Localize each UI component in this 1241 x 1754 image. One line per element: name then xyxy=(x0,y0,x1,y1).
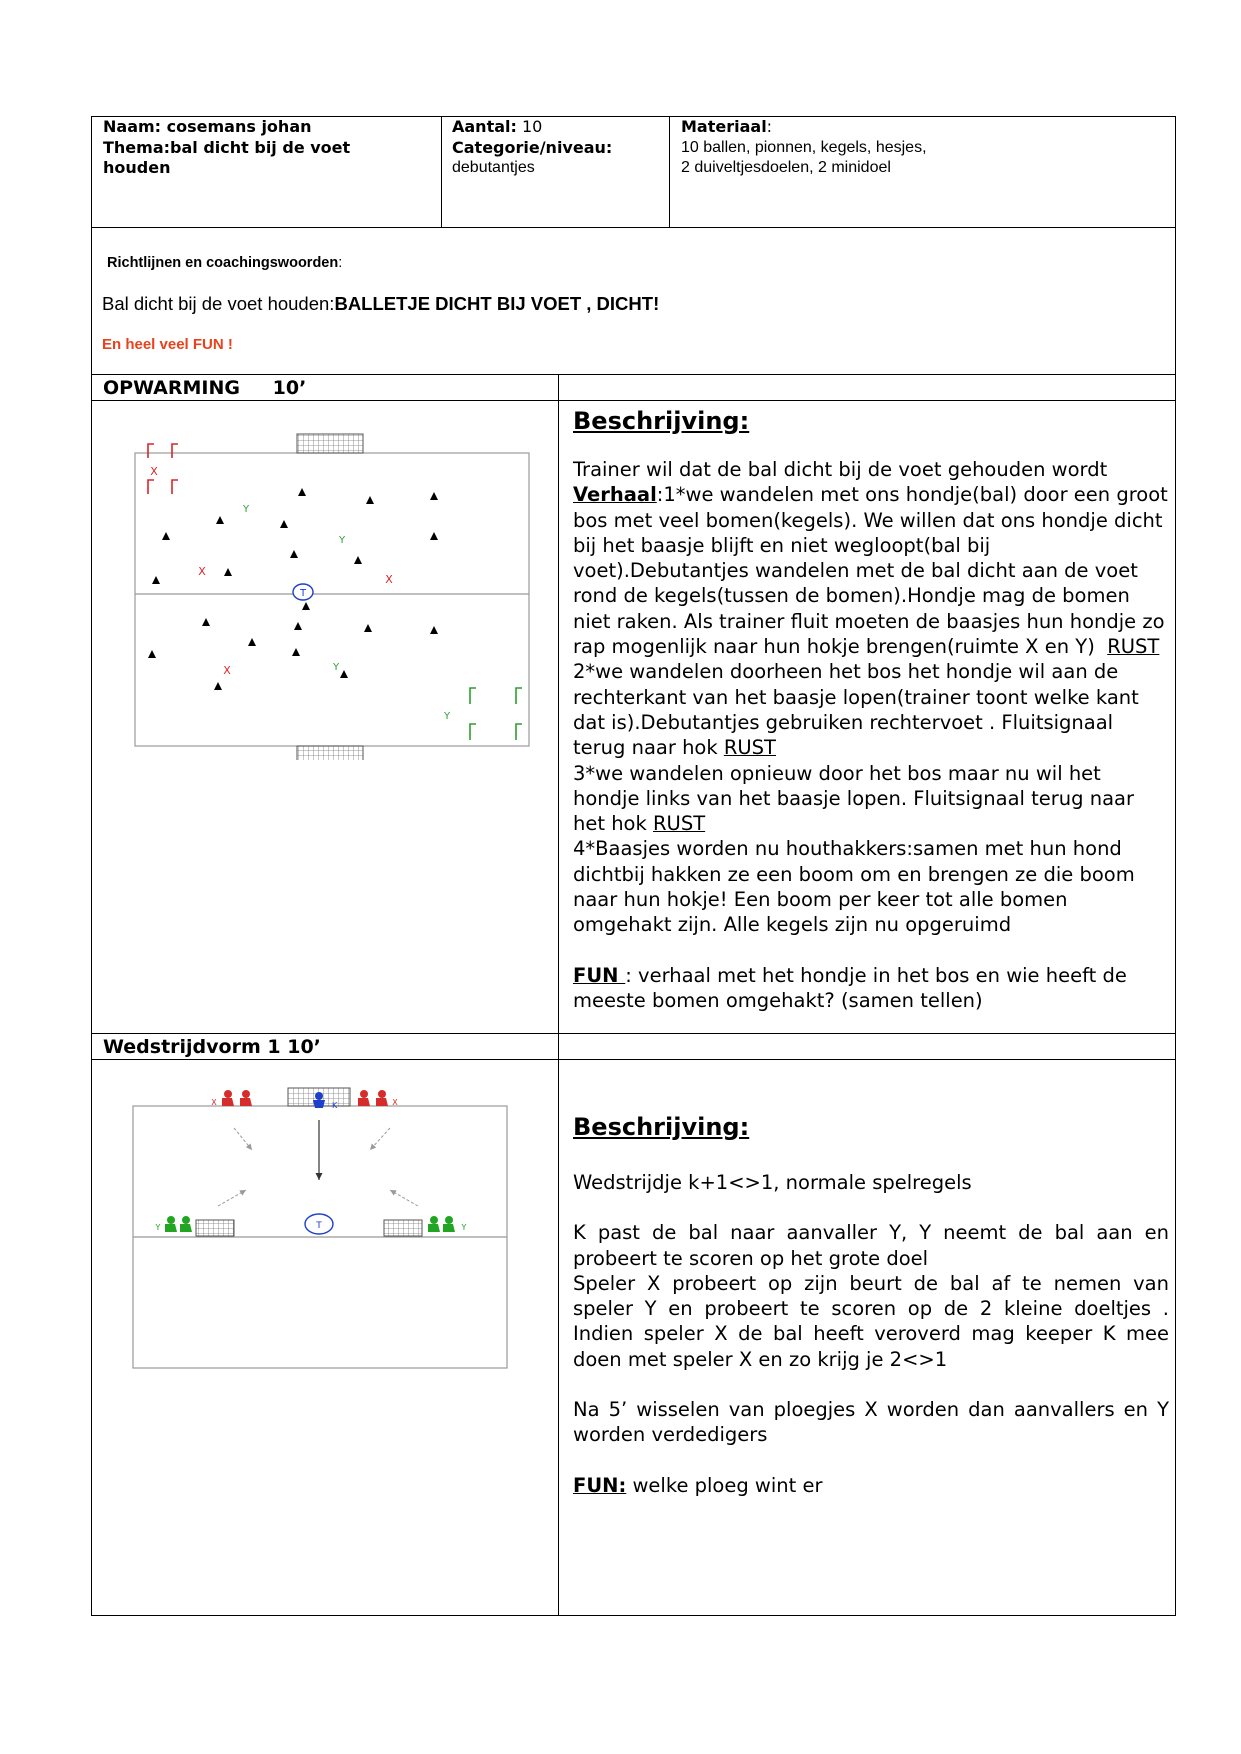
svg-text:X: X xyxy=(150,465,158,478)
materiaal-label: Materiaal xyxy=(681,117,767,136)
svg-text:X: X xyxy=(392,1098,398,1107)
wedstrijdvorm-p2: K past de bal naar aanvaller Y, Y neemt de bal aan en probeert te scoren op het grote doel xyxy=(573,1221,1169,1270)
thema-line xyxy=(103,138,423,178)
svg-text:X: X xyxy=(211,1098,217,1107)
wedstrijdvorm-label: Wedstrijdvorm 1 xyxy=(103,1036,281,1058)
aantal-value: 10 xyxy=(522,117,543,136)
naam-line xyxy=(103,117,312,137)
richtlijnen-title: Richtlijnen en coachingswoorden xyxy=(107,255,339,271)
wedstrijdvorm-heading: Beschrijving: xyxy=(573,1113,750,1141)
match-field-diagram xyxy=(118,1078,518,1378)
svg-text:Y: Y xyxy=(242,504,250,515)
wedstrijdvorm-fun: FUN: welke ploeg wint er xyxy=(573,1473,823,1497)
warmup-field-diagram xyxy=(118,420,538,760)
richtlijnen-prefix: Bal dicht bij de voet houden: xyxy=(102,293,335,314)
materiaal-line2: 2 duiveltjesdoelen, 2 minidoel xyxy=(681,159,891,176)
svg-text:T: T xyxy=(316,1221,322,1231)
svg-text:Y: Y xyxy=(461,1223,467,1232)
mini-goal-right xyxy=(384,1220,422,1236)
svg-text:Y: Y xyxy=(443,711,451,722)
thema-value: bal dicht bij de voet houden xyxy=(103,138,351,177)
verhaal-label: Verhaal xyxy=(573,483,657,507)
richtlijnen-title-line: Richtlijnen en coachingswoorden: xyxy=(107,255,343,271)
wedstrijdvorm-p4: Na 5’ wisselen van ploegjes X worden dan aanvallers en Y worden verdedigers xyxy=(573,1398,1169,1447)
divider xyxy=(91,1033,1176,1034)
svg-text:X: X xyxy=(385,573,393,586)
aantal-label: Aantal: xyxy=(452,117,517,136)
rust-label: RUST xyxy=(723,736,776,760)
materiaal-title: Materiaal: xyxy=(681,117,773,136)
rust-label: RUST xyxy=(1107,635,1160,659)
fun-note: En heel veel FUN ! xyxy=(102,336,233,353)
opwarming-label: OPWARMING xyxy=(103,377,240,399)
wedstrijdvorm-p1: Wedstrijdje k+1<>1, normale spelregels xyxy=(573,1171,972,1194)
divider xyxy=(669,116,670,227)
wedstrijdvorm-duration: 10’ xyxy=(287,1036,321,1058)
opwarming-heading: Beschrijving: xyxy=(573,407,750,435)
rust-label: RUST xyxy=(653,812,706,836)
materiaal-line1: 10 ballen, pionnen, kegels, hesjes, xyxy=(681,139,927,156)
divider xyxy=(91,227,1176,228)
categorie-value: debutantjes xyxy=(452,159,535,176)
richtlijnen-bold: BALLETJE DICHT BIJ VOET , DICHT! xyxy=(334,293,660,314)
naam-value: cosemans johan xyxy=(166,117,312,136)
opwarming-intro: Trainer wil dat de bal dicht bij de voet gehouden wordt xyxy=(573,458,1108,481)
goal-bottom xyxy=(297,746,363,760)
richtlijnen-line xyxy=(102,292,659,316)
opwarming-part3: 3*we wandelen opnieuw door het bos maar nu wil het hondje links van het baasje lopen. Fluitsignaal terug naar het hok RUST xyxy=(573,761,1135,836)
wedstrijdvorm-description xyxy=(573,1170,1169,1498)
svg-text:T: T xyxy=(299,588,307,599)
svg-text:Y: Y xyxy=(338,535,346,546)
svg-text:Y: Y xyxy=(155,1223,161,1232)
mini-goal-left xyxy=(196,1220,234,1236)
opwarming-title xyxy=(103,378,306,398)
opwarming-part1: Verhaal:1*we wandelen met ons hondje(bal) door een groot bos met veel bomen(kegels). We willen dat ons hondje dicht bij het baasje blijft en niet wegloopt(bal bij voet).Debutantjes wandelen met de bal dicht aan de voet rond de kegels(tussen de bomen).Hondje mag de bomen niet raken. Als trainer fluit moeten de baasjes hun hondje zo rap mogenlijk naar hun hokje brengen(ruimte X en Y) RUST xyxy=(573,483,1168,659)
naam-label: Naam: xyxy=(103,117,162,136)
categorie-label: Categorie/niveau: xyxy=(452,138,613,157)
divider xyxy=(558,374,559,1616)
opwarming-fun: FUN : verhaal met het hondje in het bos en wie heeft de meeste bomen omgehakt? (samen tellen) xyxy=(573,963,1127,1012)
opwarming-description xyxy=(573,457,1171,1013)
svg-text:K: K xyxy=(332,1101,338,1110)
opwarming-duration: 10’ xyxy=(272,377,307,399)
thema-label: Thema: xyxy=(103,138,171,157)
svg-text:Y: Y xyxy=(332,662,340,673)
divider xyxy=(91,1059,1176,1060)
opwarming-part2: 2*we wandelen doorheen het bos het hondje wil aan de rechterkant van het baasje lopen(trainer toont welke kant dat is).Debutantjes gebruiken rechtervoet . Fluitsignaal terug naar hok RUST xyxy=(573,660,1139,760)
svg-text:X: X xyxy=(198,565,206,578)
aantal-line xyxy=(452,117,542,137)
fun-label: FUN xyxy=(573,963,626,987)
divider xyxy=(91,400,1176,401)
fun-label: FUN: xyxy=(573,1473,627,1497)
divider xyxy=(441,116,442,227)
wedstrijdvorm-title xyxy=(103,1037,321,1057)
goal-top xyxy=(297,434,363,453)
divider xyxy=(91,374,1176,375)
svg-text:X: X xyxy=(223,664,231,677)
wedstrijdvorm-p3: Speler X probeert op zijn beurt de bal af te nemen van speler Y en probeert te scoren op de 2 kleine doeltjes . Indien speler X de bal heeft veroverd mag keeper K mee doen met speler X en zo krijg je 2<>1 xyxy=(573,1271,1169,1371)
opwarming-part4: 4*Baasjes worden nu houthakkers:samen met hun hond dichtbij hakken ze een boom om en brengen ze die boom naar hun hokje! Een boom per keer tot alle bomen omgehakt zijn. Alle kegels zijn nu opgeruimd xyxy=(573,837,1135,937)
